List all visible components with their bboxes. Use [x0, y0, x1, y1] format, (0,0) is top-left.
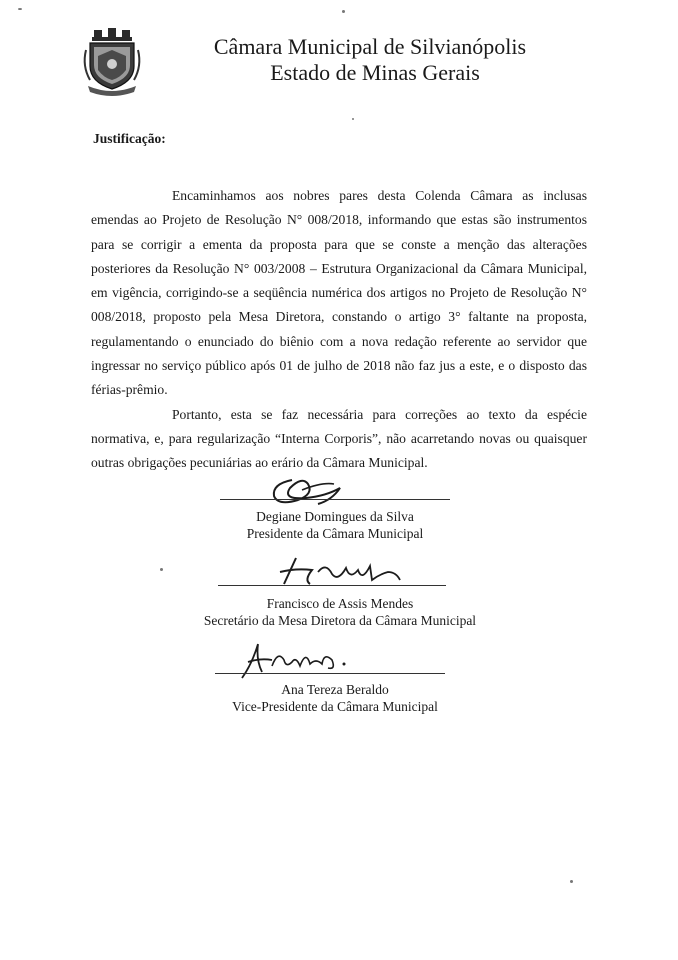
- signature-line-3: [215, 673, 445, 674]
- signature-line-2: [218, 585, 446, 586]
- signature-2: [276, 550, 416, 590]
- signatory-block-1: [190, 508, 480, 542]
- letterhead-title: Câmara Municipal de Silvianópolis: [213, 34, 527, 59]
- signatory-name: Francisco de Assis Mendes: [266, 596, 414, 611]
- justification-body: [91, 184, 587, 476]
- municipal-coat-of-arms-icon: [80, 26, 144, 96]
- signature-3: [232, 638, 362, 682]
- scan-speck: [342, 10, 345, 13]
- letterhead-subtitle: Estado de Minas Gerais: [270, 60, 480, 85]
- signatory-block-2: [170, 595, 510, 629]
- signatory-role: Presidente da Câmara Municipal: [246, 526, 424, 541]
- letterhead: [190, 34, 550, 86]
- body-paragraph-1: Encaminhamos aos nobres pares desta Colenda Câmara as inclusas emendas ao Projeto de Resolução N° 008/2018, informando que estas são instrumentos para se corrigir a ementa da proposta para que se conste a menção das alterações posteriores da Resolução N° 003/2008 – Estrutura Organizacional da Câmara Municipal, em vigência, corrigindo-se a seqüência numérica dos artigos no Projeto de Resolução N° 008/2018, proposto pela Mesa Diretora, constando o artigo 3° faltante na proposta, regulamentando o enunciado do biênio com a nova redação referente ao servidor que ingressar no serviço público após 01 de julho de 2018 não faz jus a este, e o disposto das férias-prêmio.: [91, 188, 587, 398]
- signatory-name: Ana Tereza Beraldo: [281, 682, 389, 697]
- scan-speck: [18, 8, 22, 10]
- scan-speck: [352, 118, 354, 120]
- signatory-role: Secretário da Mesa Diretora da Câmara Municipal: [203, 613, 477, 628]
- body-paragraph-2: Portanto, esta se faz necessária para correções ao texto da espécie normativa, e, para regularização “Interna Corporis”, não acarretando novas ou quaisquer outras obrigações pecuniárias ao erário da Câmara Municipal.: [91, 406, 587, 471]
- scan-speck: [570, 880, 573, 883]
- section-heading: Justificação:: [93, 131, 166, 146]
- scan-speck: [160, 568, 163, 571]
- signatory-block-3: [190, 681, 480, 715]
- signature-1: [262, 470, 352, 510]
- signatory-name: Degiane Domingues da Silva: [256, 509, 414, 524]
- signature-line-1: [220, 499, 450, 500]
- signatory-role: Vice-Presidente da Câmara Municipal: [232, 699, 438, 714]
